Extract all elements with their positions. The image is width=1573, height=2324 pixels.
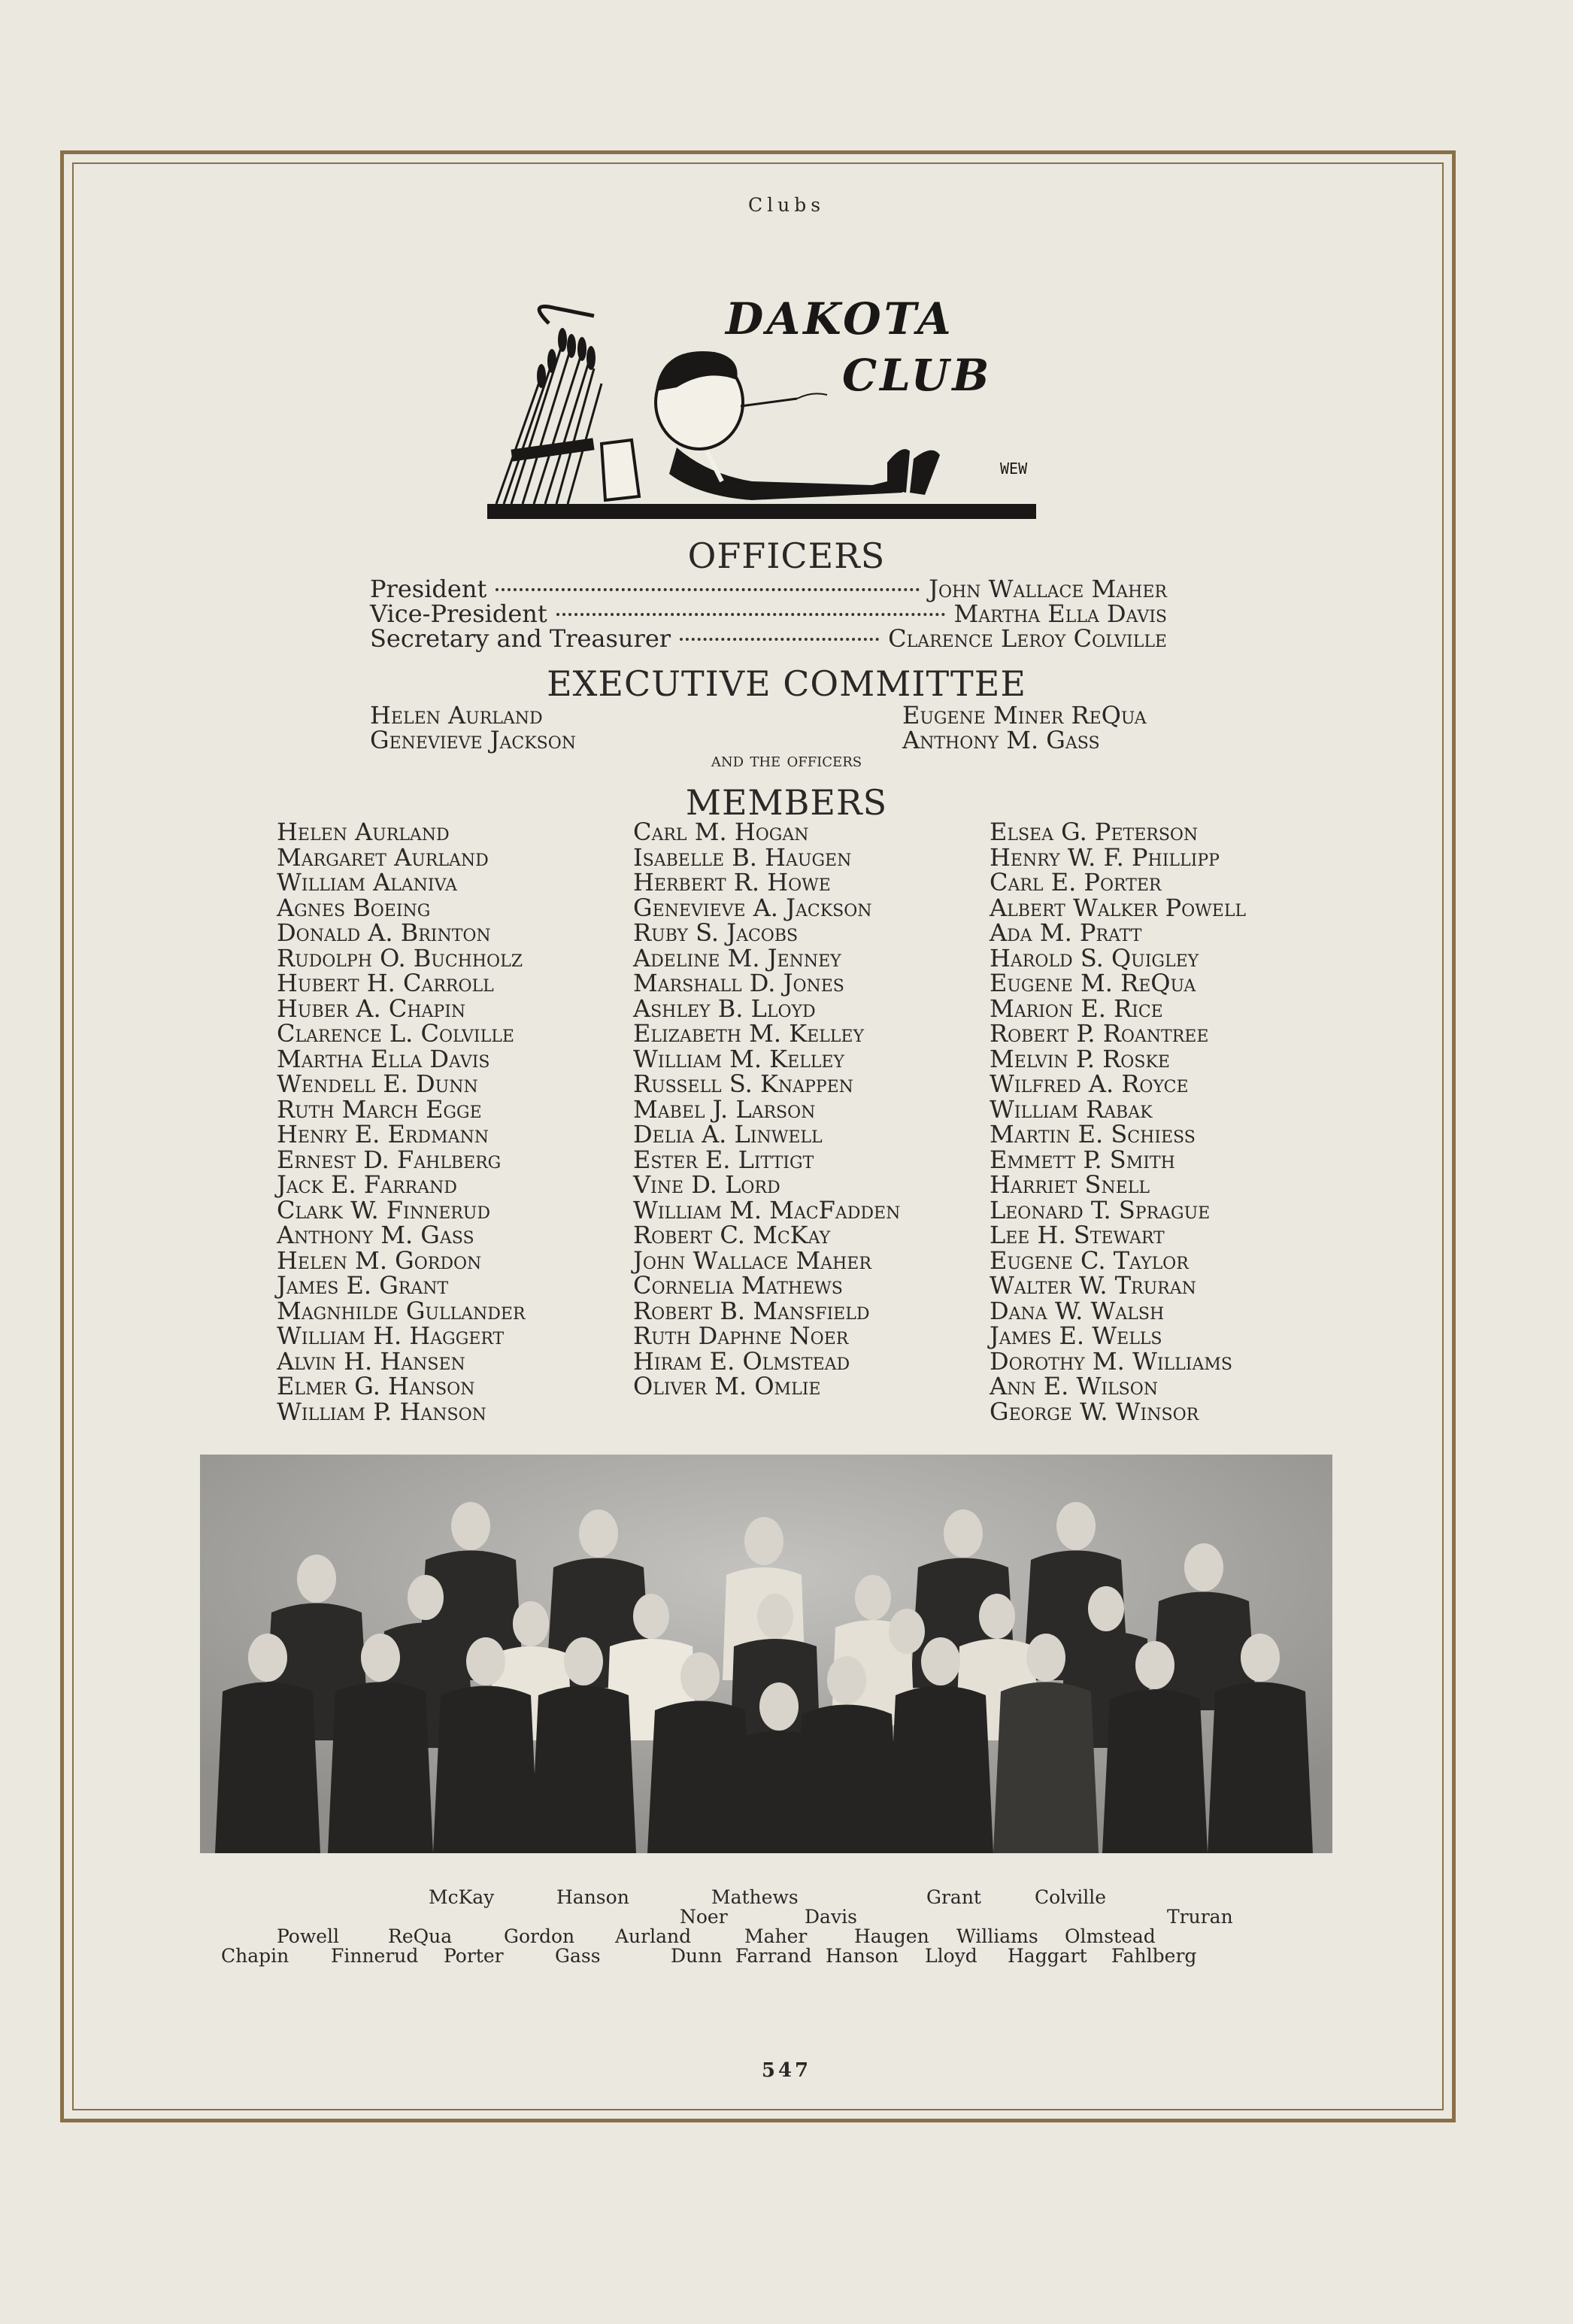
member-name: Clark W. Finnerud bbox=[277, 1195, 490, 1224]
group-photo-figures bbox=[200, 1455, 1332, 1853]
member-name: Marshall D. Jones bbox=[633, 969, 844, 997]
caption-name: Gass bbox=[555, 1945, 601, 1967]
exec-member-left-2: Genevieve Jackson bbox=[370, 726, 577, 754]
member-name: Martin E. Schiess bbox=[990, 1120, 1196, 1148]
officer-role: Vice-President bbox=[370, 599, 547, 628]
member-name: Marion E. Rice bbox=[990, 994, 1163, 1023]
member-name: Emmett P. Smith bbox=[990, 1145, 1175, 1174]
caption-name: Maher bbox=[744, 1925, 808, 1947]
member-name: Carl E. Porter bbox=[990, 868, 1162, 897]
member-name: Huber A. Chapin bbox=[277, 994, 466, 1023]
member-name: Ada M. Pratt bbox=[990, 918, 1142, 947]
officer-row-secretary-treasurer bbox=[370, 624, 1167, 651]
member-name: William M. MacFadden bbox=[633, 1195, 901, 1224]
logo-title-line2: CLUB bbox=[842, 350, 993, 401]
caption-name: Haggart bbox=[1008, 1945, 1087, 1967]
group-photograph bbox=[200, 1455, 1332, 1853]
caption-name: Lloyd bbox=[925, 1945, 977, 1967]
caption-name: Gordon bbox=[504, 1925, 575, 1947]
caption-name: Truran bbox=[1167, 1906, 1233, 1928]
dot-leader bbox=[556, 613, 945, 616]
member-name: Elizabeth M. Kelley bbox=[633, 1019, 864, 1048]
exec-member-right-2: Anthony M. Gass bbox=[902, 726, 1100, 754]
member-name: Hubert H. Carroll bbox=[277, 969, 494, 997]
members-column-2 bbox=[633, 820, 900, 1400]
caption-name: Grant bbox=[926, 1886, 981, 1908]
member-name: James E. Wells bbox=[990, 1321, 1162, 1350]
officer-name: Clarence Leroy Colville bbox=[888, 624, 1167, 653]
caption-name: ReQua bbox=[388, 1925, 453, 1947]
dot-leader bbox=[496, 588, 920, 591]
members-column-1 bbox=[277, 820, 526, 1424]
member-name: Agnes Boeing bbox=[277, 893, 431, 922]
caption-name: Haugen bbox=[854, 1925, 929, 1947]
member-name: Russell S. Knappen bbox=[633, 1069, 853, 1098]
member-name: Jack E. Farrand bbox=[277, 1170, 457, 1199]
member-name: Rudolph O. Buchholz bbox=[277, 943, 523, 972]
member-name: Ester E. Littigt bbox=[633, 1145, 814, 1174]
caption-name: McKay bbox=[429, 1886, 495, 1908]
member-name: Mabel J. Larson bbox=[633, 1094, 816, 1124]
members-heading: MEMBERS bbox=[685, 782, 888, 823]
caption-name: Powell bbox=[277, 1925, 340, 1947]
officer-role: President bbox=[370, 575, 487, 603]
member-name: Henry E. Erdmann bbox=[277, 1120, 489, 1148]
member-name: Albert Walker Powell bbox=[990, 893, 1247, 922]
officer-row-president bbox=[370, 575, 1167, 602]
member-name: Harold S. Quigley bbox=[990, 943, 1199, 972]
member-name: Robert B. Mansfield bbox=[633, 1296, 870, 1325]
officer-role: Secretary and Treasurer bbox=[370, 624, 671, 653]
artist-monogram: WEW bbox=[1000, 460, 1028, 478]
caption-name: Davis bbox=[805, 1906, 857, 1928]
member-name: William M. Kelley bbox=[633, 1044, 844, 1073]
member-name: Clarence L. Colville bbox=[277, 1019, 514, 1048]
member-name: Genevieve A. Jackson bbox=[633, 893, 872, 922]
caption-name: Mathews bbox=[711, 1886, 799, 1908]
member-name: Anthony M. Gass bbox=[277, 1221, 474, 1249]
member-name: William H. Haggert bbox=[277, 1321, 505, 1350]
member-name: Helen M. Gordon bbox=[277, 1245, 482, 1275]
exec-member-right-1: Eugene Miner ReQua bbox=[902, 701, 1147, 730]
member-name: Delia A. Linwell bbox=[633, 1120, 823, 1148]
members-column-3 bbox=[990, 820, 1246, 1424]
member-name: Wilfred A. Royce bbox=[990, 1069, 1189, 1098]
member-name: Helen Aurland bbox=[277, 818, 450, 846]
member-name: Donald A. Brinton bbox=[277, 918, 491, 947]
member-name: John Wallace Maher bbox=[633, 1245, 871, 1275]
member-name: Melvin P. Roske bbox=[990, 1044, 1170, 1073]
officers-heading: OFFICERS bbox=[687, 535, 886, 576]
member-name: Adeline M. Jenney bbox=[633, 943, 841, 972]
member-name: Carl M. Hogan bbox=[633, 818, 809, 846]
member-name: Herbert R. Howe bbox=[633, 868, 831, 897]
caption-name: Fahlberg bbox=[1111, 1945, 1197, 1967]
caption-name: Colville bbox=[1035, 1886, 1107, 1908]
member-name: William Alaniva bbox=[277, 868, 457, 897]
officer-name: John Wallace Maher bbox=[929, 575, 1167, 603]
executive-committee-heading: EXECUTIVE COMMITTEE bbox=[547, 663, 1026, 704]
caption-name: Farrand bbox=[735, 1945, 812, 1967]
caption-name: Noer bbox=[680, 1906, 728, 1928]
member-name: Leonard T. Sprague bbox=[990, 1195, 1211, 1224]
member-name: Alvin H. Hansen bbox=[277, 1346, 465, 1376]
running-head: Clubs bbox=[747, 194, 826, 216]
caption-name: Hanson bbox=[826, 1945, 899, 1967]
caption-name: Porter bbox=[444, 1945, 504, 1967]
page-number: 547 bbox=[761, 2059, 812, 2082]
caption-name: Finnerud bbox=[331, 1945, 419, 1967]
member-name: Walter W. Truran bbox=[990, 1271, 1196, 1300]
member-name: James E. Grant bbox=[277, 1271, 449, 1300]
member-name: Isabelle B. Haugen bbox=[633, 842, 852, 872]
member-name: Eugene M. ReQua bbox=[990, 969, 1196, 997]
dot-leader bbox=[680, 638, 879, 641]
caption-name: Dunn bbox=[671, 1945, 723, 1967]
logo-title-line1: DAKOTA bbox=[726, 293, 954, 344]
member-name: Ashley B. Lloyd bbox=[633, 994, 816, 1023]
officer-name: Martha Ella Davis bbox=[953, 599, 1167, 628]
member-name: Dana W. Walsh bbox=[990, 1296, 1165, 1325]
member-name: Ruth Daphne Noer bbox=[633, 1321, 849, 1350]
member-name: Wendell E. Dunn bbox=[277, 1069, 478, 1098]
caption-name: Aurland bbox=[615, 1925, 692, 1947]
member-name: Harriet Snell bbox=[990, 1170, 1150, 1199]
caption-name: Chapin bbox=[221, 1945, 289, 1967]
member-name: Robert P. Roantree bbox=[990, 1019, 1209, 1048]
member-name: Margaret Aurland bbox=[277, 842, 489, 872]
exec-committee-note: and the officers bbox=[711, 749, 862, 772]
member-name: Elmer G. Hanson bbox=[277, 1372, 475, 1400]
member-name: Ann E. Wilson bbox=[990, 1372, 1159, 1400]
member-name: Henry W. F. Phillipp bbox=[990, 842, 1220, 872]
member-name: Ernest D. Fahlberg bbox=[277, 1145, 502, 1174]
member-name: Dorothy M. Williams bbox=[990, 1346, 1232, 1376]
caption-name: Hanson bbox=[556, 1886, 629, 1908]
officer-row-vice-president bbox=[370, 599, 1167, 627]
member-name: Ruby S. Jacobs bbox=[633, 918, 799, 947]
club-logo bbox=[481, 293, 1038, 526]
member-name: Cornelia Mathews bbox=[633, 1271, 843, 1300]
caption-name: Williams bbox=[956, 1925, 1038, 1947]
member-name: Vine D. Lord bbox=[633, 1170, 780, 1199]
member-name: Robert C. McKay bbox=[633, 1221, 831, 1249]
member-name: Eugene C. Taylor bbox=[990, 1245, 1189, 1275]
member-name: Martha Ella Davis bbox=[277, 1044, 490, 1073]
member-name: Hiram E. Olmstead bbox=[633, 1346, 850, 1376]
member-name: Elsea G. Peterson bbox=[990, 818, 1199, 846]
member-name: Magnhilde Gullander bbox=[277, 1296, 526, 1325]
caption-name: Olmstead bbox=[1065, 1925, 1156, 1947]
member-name: Lee H. Stewart bbox=[990, 1221, 1165, 1249]
member-name: George W. Winsor bbox=[990, 1397, 1199, 1426]
member-name: William P. Hanson bbox=[277, 1397, 486, 1426]
caption-row-4 bbox=[0, 1945, 1573, 1968]
member-name: Oliver M. Omlie bbox=[633, 1372, 821, 1400]
member-name: William Rabak bbox=[990, 1094, 1153, 1124]
member-name: Ruth March Egge bbox=[277, 1094, 482, 1124]
exec-member-left-1: Helen Aurland bbox=[370, 701, 543, 730]
